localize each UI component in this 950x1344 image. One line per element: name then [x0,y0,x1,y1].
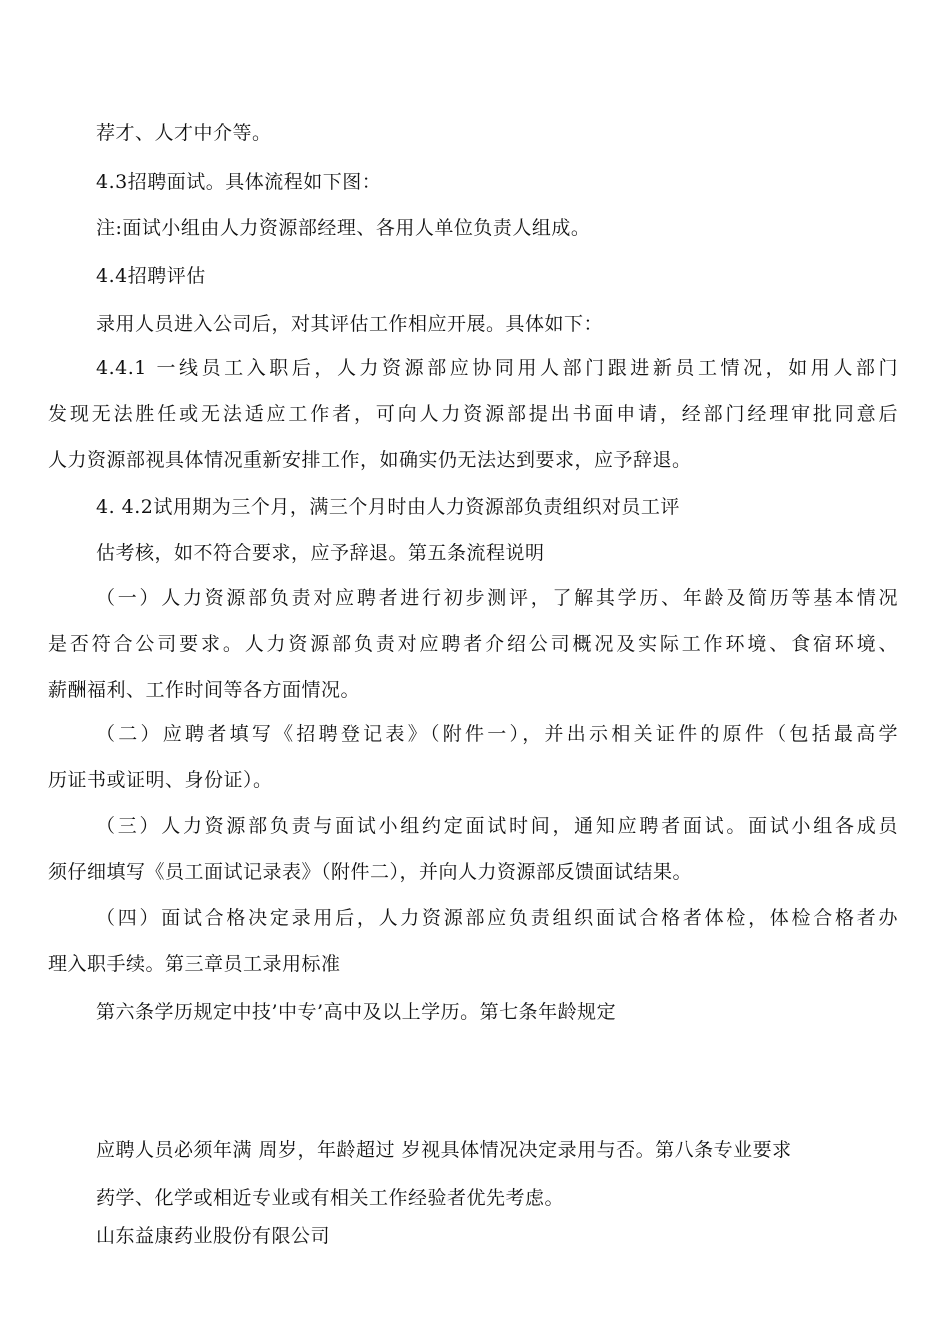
section-heading: 4.4招聘评估 [96,265,206,287]
text-line: 第六条学历规定中技’中专’高中及以上学历。第七条年龄规定 [96,1001,617,1023]
text-line: （三）人力资源部负责与面试小组约定面试时间，通知应聘者面试。面试小组各成员 [96,815,898,837]
text-line: 4.4.1 一线员工入职后，人力资源部应协同用人部门跟进新员工情况，如用人部门 [96,357,898,379]
text-line: 历证书或证明、身份证）。 [48,769,273,791]
company-name: 山东益康药业股份有限公司 [96,1225,331,1247]
text-line: 人力资源部视具体情况重新安排工作，如确实仍无法达到要求，应予辞退。 [48,449,692,471]
text-line: 薪酬福利、工作时间等各方面情况。 [48,679,361,701]
section-heading: 4.3招聘面试。具体流程如下图： [96,171,382,193]
text-line: 录用人员进入公司后，对其评估工作相应开展。具体如下： [96,313,604,335]
text-line: 应聘人员必须年满 周岁，年龄超过 岁视具体情况决定录用与否。第八条专业要求 [96,1139,792,1161]
text-line: （一）人力资源部负责对应聘者进行初步测评，了解其学历、年龄及简历等基本情况 [96,587,898,609]
text-line: 发现无法胜任或无法适应工作者，可向人力资源部提出书面申请，经部门经理审批同意后 [48,403,898,425]
text-line: （二）应聘者填写《招聘登记表》（附件一），并出示相关证件的原件（包括最高学 [96,723,898,745]
text-line: （四）面试合格决定录用后，人力资源部应负责组织面试合格者体检，体检合格者办 [96,907,898,929]
text-line: 4. 4.2试用期为三个月，满三个月时由人力资源部负责组织对员工评 [96,496,680,518]
text-line: 是否符合公司要求。人力资源部负责对应聘者介绍公司概况及实际工作环境、食宿环境、 [48,633,898,655]
text-line: 估考核，如不符合要求，应予辞退。第五条流程说明 [96,542,545,564]
text-line: 荐才、人才中介等。 [96,122,272,144]
text-line: 须仔细填写《员工面试记录表》（附件二），并向人力资源部反馈面试结果。 [48,861,693,883]
text-line: 注:面试小组由人力资源部经理、各用人单位负责人组成。 [96,217,591,239]
text-line: 理入职手续。第三章员工录用标准 [48,953,341,975]
text-line: 药学、化学或相近专业或有相关工作经验者优先考虑。 [96,1187,565,1209]
